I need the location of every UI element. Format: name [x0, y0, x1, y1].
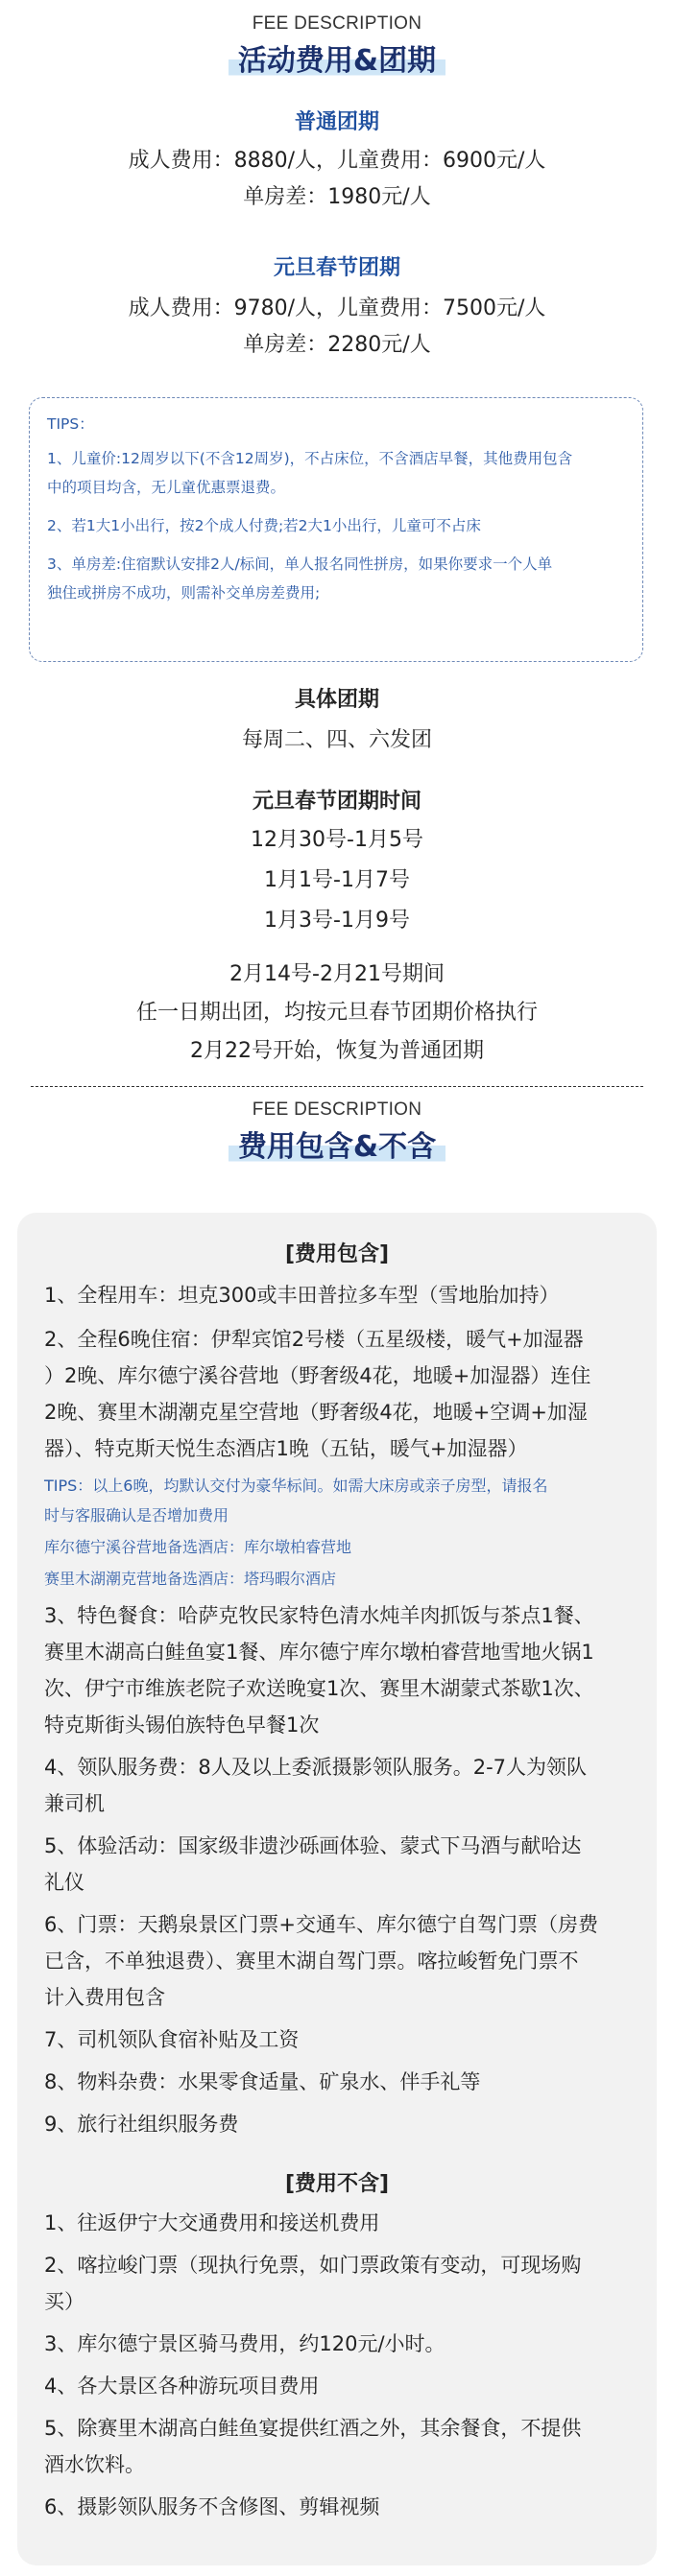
tips-label: TIPS： — [47, 415, 94, 433]
include-section-en-title: FEE DESCRIPTION — [252, 1099, 422, 1120]
included-line: 5、体验活动：国家级非遗沙砾画体验、蒙式下马酒与献哈达 — [44, 1834, 582, 1857]
tips-item: 2、若1大1小出行，按2个成人付费;若2大1小出行，儿童可不占床 — [47, 517, 481, 534]
included-line: 6、门票：天鹅泉景区门票+交通车、库尔德宁自驾门票（房费 — [44, 1913, 598, 1936]
newyear-date: 1月3号-1月9号 — [264, 909, 410, 933]
included-line: 4、领队服务费：8人及以上委派摄影领队服务。2-7人为领队 — [44, 1756, 588, 1779]
included-line: 已含，不单独退费）、赛里木湖自驾门票。喀拉峻暂免门票不 — [44, 1950, 579, 1973]
newyear-date: 1月1号-1月7号 — [264, 868, 410, 892]
included-line: 2晚、赛里木湖潮克星空营地（野奢级4花，地暖+空调+加湿 — [44, 1401, 588, 1424]
included-line: 礼仪 — [44, 1871, 84, 1894]
included-heading: [费用包含] — [284, 1242, 390, 1266]
excluded-heading: [费用不含] — [284, 2172, 390, 2196]
newyear-price-line: 成人费用：9780/人，儿童费用：7500元/人 — [128, 296, 546, 320]
include-section-header — [0, 1099, 674, 1165]
included-note: TIPS：以上6晚，均默认交付为豪华标间。如需大床房或亲子房型，请报名 — [44, 1477, 548, 1495]
included-note: 时与客服确认是否增加费用 — [44, 1506, 229, 1524]
fee-section-en-title: FEE DESCRIPTION — [252, 13, 422, 34]
fee-detail-box — [17, 1213, 657, 2565]
included-note: 库尔德宁溪谷营地备选酒店：库尔墩柏睿营地 — [44, 1538, 352, 1556]
fee-section-cn-title: 活动费用&团期 — [229, 36, 445, 79]
newyear-single-line: 单房差：2280元/人 — [243, 333, 431, 357]
included-line: ）2晚、库尔德宁溪谷营地（野奢级4花，地暖+加湿器）连住 — [44, 1364, 591, 1387]
regular-single-line: 单房差：1980元/人 — [243, 185, 431, 209]
included-line: 1、全程用车：坦克300或丰田普拉多车型（雪地胎加持） — [44, 1284, 560, 1307]
included-line: 9、旅行社组织服务费 — [44, 2113, 239, 2136]
included-line: 次、伊宁市维族老院子欢送晚宴1次、赛里木湖蒙式茶歇1次、 — [44, 1677, 594, 1700]
newyear-date: 12月30号-1月5号 — [251, 828, 423, 852]
excluded-line: 酒水饮料。 — [44, 2453, 145, 2476]
included-note: 赛里木湖潮克营地备选酒店：塔玛暇尔酒店 — [44, 1570, 337, 1588]
schedule-title: 具体团期 — [294, 688, 379, 712]
included-line: 器）、特克斯天悦生态酒店1晚（五钻，暖气+加湿器） — [44, 1437, 528, 1460]
included-line: 赛里木湖高白鲑鱼宴1餐、库尔德宁库尔墩柏睿营地雪地火锅1 — [44, 1641, 594, 1664]
included-line: 特克斯街头锡伯族特色早餐1次 — [44, 1713, 320, 1737]
included-line: 8、物料杂费：水果零食适量、矿泉水、伴手礼等 — [44, 2070, 481, 2093]
excluded-line: 3、库尔德宁景区骑马费用，约120元/小时。 — [44, 2332, 445, 2355]
tips-item: 1、儿童价:12周岁以下(不含12周岁)，不占床位，不含酒店早餐，其他费用包含 — [47, 450, 573, 467]
regular-title: 普通团期 — [294, 110, 379, 134]
newyear-title: 元旦春节团期 — [273, 256, 400, 280]
tips-item: 独住或拼房不成功，则需补交单房差费用; — [47, 584, 321, 602]
schedule-note: 2月22号开始，恢复为普通团期 — [190, 1039, 484, 1063]
included-line: 7、司机领队食宿补贴及工资 — [44, 2028, 300, 2051]
excluded-line: 6、摄影领队服务不含修图、剪辑视频 — [44, 2495, 380, 2518]
excluded-line: 2、喀拉峻门票（现执行免票，如门票政策有变动，可现场购 — [44, 2254, 582, 2277]
tips-item: 3、单房差:住宿默认安排2人/标间，单人报名同性拼房，如果你要求一个人单 — [47, 555, 553, 573]
schedule-note: 2月14号-2月21号期间 — [229, 962, 445, 986]
schedule-line: 每周二、四、六发团 — [241, 728, 432, 752]
excluded-line: 5、除赛里木湖高白鲑鱼宴提供红酒之外，其余餐食，不提供 — [44, 2417, 582, 2440]
included-line: 2、全程6晚住宿：伊犁宾馆2号楼（五星级楼，暖气+加湿器 — [44, 1328, 584, 1351]
include-section-cn-title: 费用包含&不含 — [229, 1123, 445, 1165]
tips-box — [29, 397, 643, 662]
included-line: 计入费用包含 — [44, 1986, 165, 2009]
section-divider — [31, 1086, 643, 1087]
excluded-line: 4、各大景区各种游玩项目费用 — [44, 2375, 320, 2398]
excluded-line: 1、往返伊宁大交通费用和接送机费用 — [44, 2211, 380, 2234]
included-line: 3、特色餐食：哈萨克牧民家特色清水炖羊肉抓饭与茶点1餐、 — [44, 1604, 594, 1627]
included-line: 兼司机 — [44, 1792, 105, 1815]
regular-price-line: 成人费用：8880/人，儿童费用：6900元/人 — [128, 149, 546, 173]
fee-section-header — [0, 13, 674, 79]
tips-item: 中的项目均含，无儿童优惠票退费。 — [47, 479, 286, 496]
excluded-line: 买） — [44, 2290, 84, 2313]
newyear-dates-title: 元旦春节团期时间 — [252, 790, 421, 814]
schedule-note: 任一日期出团，均按元旦春节团期价格执行 — [135, 1001, 538, 1025]
